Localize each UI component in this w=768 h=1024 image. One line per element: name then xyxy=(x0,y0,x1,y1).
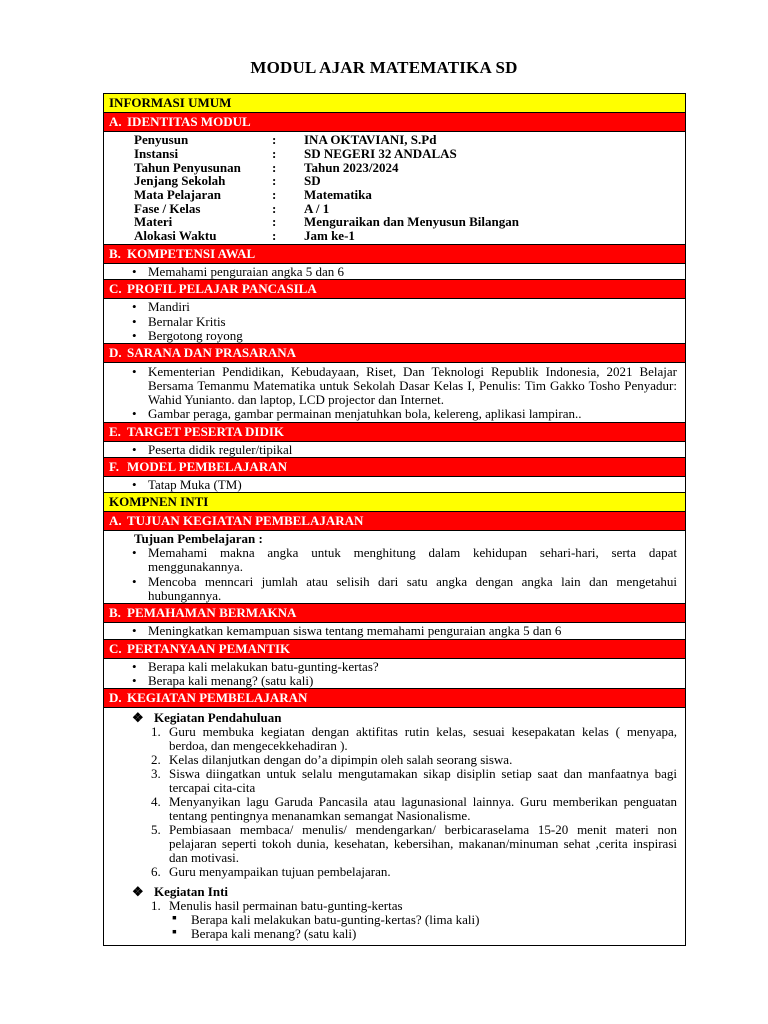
list-item: • Berapa kali menang? (satu kali) xyxy=(126,674,677,688)
section-header-identitas-modul xyxy=(104,113,685,132)
diamond-bullet-icon: ❖ xyxy=(132,884,144,899)
section-header-model: F. MODEL PEMBELAJARAN xyxy=(104,458,685,477)
section-header-informasi-umum: INFORMASI UMUM xyxy=(104,94,685,113)
list-item: 2. Kelas dilanjutkan dengan do’a dipimpin oleh salah seorang siswa. xyxy=(151,752,513,767)
kegiatan-inti-heading: ❖ Kegiatan Inti xyxy=(132,884,229,899)
diamond-bullet-icon: ❖ xyxy=(132,710,144,725)
section-header-komponen-inti: KOMPNEN INTI xyxy=(104,493,685,512)
list-item: • Peserta didik reguler/tipikal xyxy=(126,443,677,457)
identitas-row-materi: Materi : Menguraikan dan Menyusun Bilangan xyxy=(134,214,519,229)
target-body xyxy=(104,442,685,458)
identitas-row-fase: Fase / Kelas : A / 1 xyxy=(134,201,330,216)
kompetensi-body xyxy=(104,264,685,280)
list-item: 5. Pembiasaan membaca/ menulis/ mendengarkan/ berbicaraselama 15-20 menit materi non pelajaran seperti tokoh dunia, kesehatan, kebersihan, makanan/minuman sehat ,cerita inspirasi dan motivasi. xyxy=(151,822,677,865)
tujuan-body xyxy=(104,531,685,604)
document-title: MODUL AJAR MATEMATIKA SD xyxy=(250,58,518,77)
section-header-kegiatan: D. KEGIATAN PEMBELAJARAN xyxy=(104,689,685,708)
identitas-body xyxy=(104,132,685,245)
section-header-profil-pancasila: C. PROFIL PELAJAR PANCASILA xyxy=(104,280,685,299)
list-item: 1. Guru membuka kegiatan dengan aktifitas rutin kelas, sesuai kesepakatan kelas ( menyapa, berdoa, dan mengecekkehadiran ). xyxy=(151,724,677,753)
list-item: • Memahami penguraian angka 5 dan 6 xyxy=(126,265,677,279)
list-item: • Mencoba menncari jumlah atau selisih dari satu angka dengan angka lain dan mengetahui hubungannya. xyxy=(126,575,677,603)
pemahaman-body xyxy=(104,623,685,640)
list-item: • Kementerian Pendidikan, Kebudayaan, Riset, Dan Teknologi Republik Indonesia, 2021 Belajar Bersama Temanmu Matematika untuk Sekolah Dasar Kelas I, Penulis: Tim Gakko Tosho Penyadur: Wahid Yunianto. dan laptop, LCD projector dan Internet. xyxy=(126,365,677,407)
section-letter: A. xyxy=(109,114,122,129)
section-header-pertanyaan: C. PERTANYAAN PEMANTIK xyxy=(104,640,685,659)
list-item: ▪ Berapa kali melakukan batu-gunting-kertas? (lima kali) xyxy=(169,913,677,927)
identitas-row-mapel: Mata Pelajaran : Matematika xyxy=(134,187,372,202)
section-header-pemahaman: B. PEMAHAMAN BERMAKNA xyxy=(104,604,685,623)
sarana-body xyxy=(104,363,685,423)
model-body xyxy=(104,477,685,493)
list-item: • Meningkatkan kemampuan siswa tentang memahami penguraian angka 5 dan 6 xyxy=(126,624,677,638)
list-item: 3. Siswa diingatkan untuk selalu mengutamakan sikap disiplin setiap saat dan manfaatnya bagi tercapai cita-cita xyxy=(151,766,677,795)
section-header-target: E. TARGET PESERTA DIDIK xyxy=(104,423,685,442)
list-item: 1. Menulis hasil permainan batu-gunting-kertas xyxy=(151,898,403,913)
module-table xyxy=(103,93,686,946)
identitas-row-jenjang: Jenjang Sekolah : SD xyxy=(134,173,321,188)
section-title: IDENTITAS MODUL xyxy=(127,114,251,129)
list-item: 6. Guru menyampaikan tujuan pembelajaran. xyxy=(151,864,391,879)
list-item: 4. Menyanyikan lagu Garuda Pancasila atau lagunasional lainnya. Guru memberikan penguatan tentang pentingnya menanamkan semangat Nasionalisme. xyxy=(151,794,677,823)
identitas-row-instansi: Instansi : SD NEGERI 32 ANDALAS xyxy=(134,146,457,161)
list-item: ▪ Berapa kali menang? (satu kali) xyxy=(169,927,677,941)
identitas-row-tahun: Tahun Penyusunan : Tahun 2023/2024 xyxy=(134,160,399,175)
list-item: • Mandiri xyxy=(126,300,677,315)
list-item: • Memahami makna angka untuk menghitung dalam kehidupan sehari-hari, serta dapat menggunakannya. xyxy=(126,546,677,574)
list-item: • Bergotong royong xyxy=(126,329,677,344)
list-item: • Gambar peraga, gambar permainan menjatuhkan bola, kelereng, aplikasi lampiran.. xyxy=(126,407,677,421)
profil-body xyxy=(104,299,685,344)
section-header-sarana: D. SARANA DAN PRASARANA xyxy=(104,344,685,363)
kegiatan-pendahuluan-heading: ❖ Kegiatan Pendahuluan xyxy=(132,710,282,725)
list-item: • Berapa kali melakukan batu-gunting-kertas? xyxy=(126,660,677,674)
pertanyaan-body xyxy=(104,659,685,689)
tujuan-subheading: Tujuan Pembelajaran : xyxy=(134,531,263,546)
identitas-row-alokasi: Alokasi Waktu : Jam ke-1 xyxy=(134,228,355,243)
list-item: • Tatap Muka (TM) xyxy=(126,478,677,492)
section-header-kompetensi-awal: B. KOMPETENSI AWAL xyxy=(104,245,685,264)
section-header-tujuan: A. TUJUAN KEGIATAN PEMBELAJARAN xyxy=(104,512,685,531)
kegiatan-body xyxy=(104,708,685,945)
list-item: • Bernalar Kritis xyxy=(126,315,677,330)
identitas-row-penyusun: Penyusun : INA OKTAVIANI, S.Pd xyxy=(134,132,437,147)
